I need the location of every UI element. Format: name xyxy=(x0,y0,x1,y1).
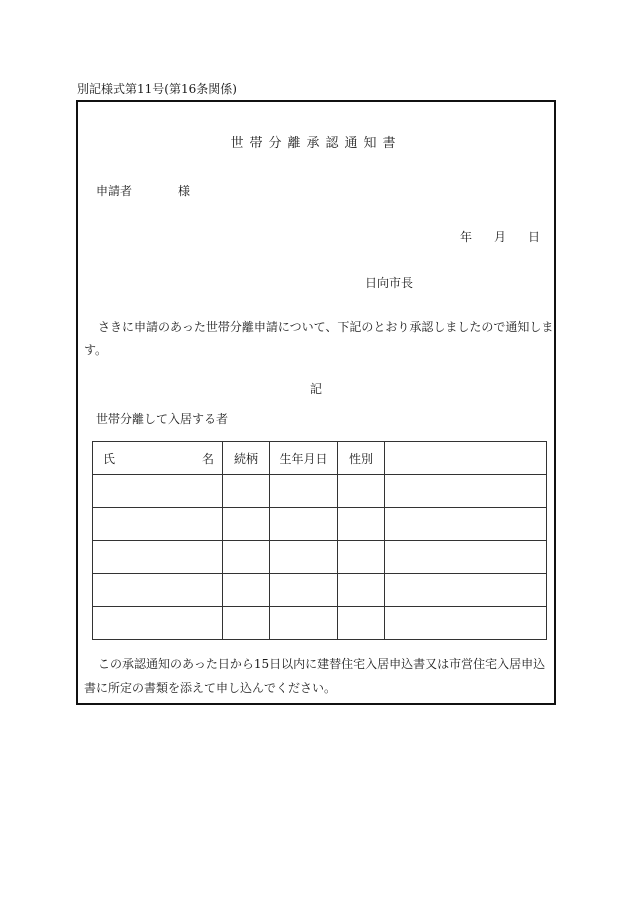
cell-relationship xyxy=(223,607,270,640)
cell-relationship xyxy=(223,574,270,607)
cell-extra xyxy=(385,508,547,541)
notice-document-frame xyxy=(76,100,556,705)
applicant-label: 申請者 xyxy=(96,184,133,198)
document-title: 世帯分離承認通知書 xyxy=(230,136,402,151)
date-day: 日 xyxy=(527,230,540,244)
table-header-row xyxy=(93,442,547,475)
cell-name xyxy=(93,574,223,607)
header-sex: 性別 xyxy=(338,442,385,475)
body-paragraph: さきに申請のあった世帯分離申請について、下記のとおり承認しましたので通知します。 xyxy=(84,320,554,357)
cell-relationship xyxy=(223,541,270,574)
header-relationship: 続柄 xyxy=(223,442,270,475)
ki-heading: 記 xyxy=(309,382,322,396)
header-name: 氏 名 xyxy=(93,442,223,475)
header-extra xyxy=(385,442,547,475)
issuer-name: 日向市長 xyxy=(365,276,414,290)
cell-relationship xyxy=(223,508,270,541)
table-row xyxy=(93,508,547,541)
cell-extra xyxy=(385,574,547,607)
cell-sex xyxy=(338,541,385,574)
table-row xyxy=(93,607,547,640)
cell-birthdate xyxy=(270,508,338,541)
cell-extra xyxy=(385,475,547,508)
header-birthdate: 生年月日 xyxy=(270,442,338,475)
form-number-label: 別記様式第11号(第16条関係) xyxy=(77,82,237,96)
cell-birthdate xyxy=(270,607,338,640)
cell-birthdate xyxy=(270,574,338,607)
cell-name xyxy=(93,508,223,541)
cell-name xyxy=(93,541,223,574)
cell-sex xyxy=(338,508,385,541)
members-table xyxy=(92,441,547,640)
table-row xyxy=(93,541,547,574)
cell-birthdate xyxy=(270,475,338,508)
cell-sex xyxy=(338,574,385,607)
cell-name xyxy=(93,607,223,640)
members-subheading: 世帯分離して入居する者 xyxy=(96,412,229,426)
notice-paragraph: この承認通知のあった日から15日以内に建替住宅入居申込書又は市営住宅入居申込書に所定の書類を添えて申し込んでください。 xyxy=(84,657,546,695)
cell-name xyxy=(93,475,223,508)
table-row xyxy=(93,475,547,508)
table-row xyxy=(93,574,547,607)
cell-birthdate xyxy=(270,541,338,574)
cell-sex xyxy=(338,607,385,640)
cell-sex xyxy=(338,475,385,508)
cell-extra xyxy=(385,607,547,640)
date-year: 年 xyxy=(459,230,472,244)
date-month: 月 xyxy=(493,230,506,244)
honorific-label: 様 xyxy=(178,184,191,198)
cell-extra xyxy=(385,541,547,574)
date-line xyxy=(460,228,540,245)
cell-relationship xyxy=(223,475,270,508)
applicant-line xyxy=(96,182,190,199)
